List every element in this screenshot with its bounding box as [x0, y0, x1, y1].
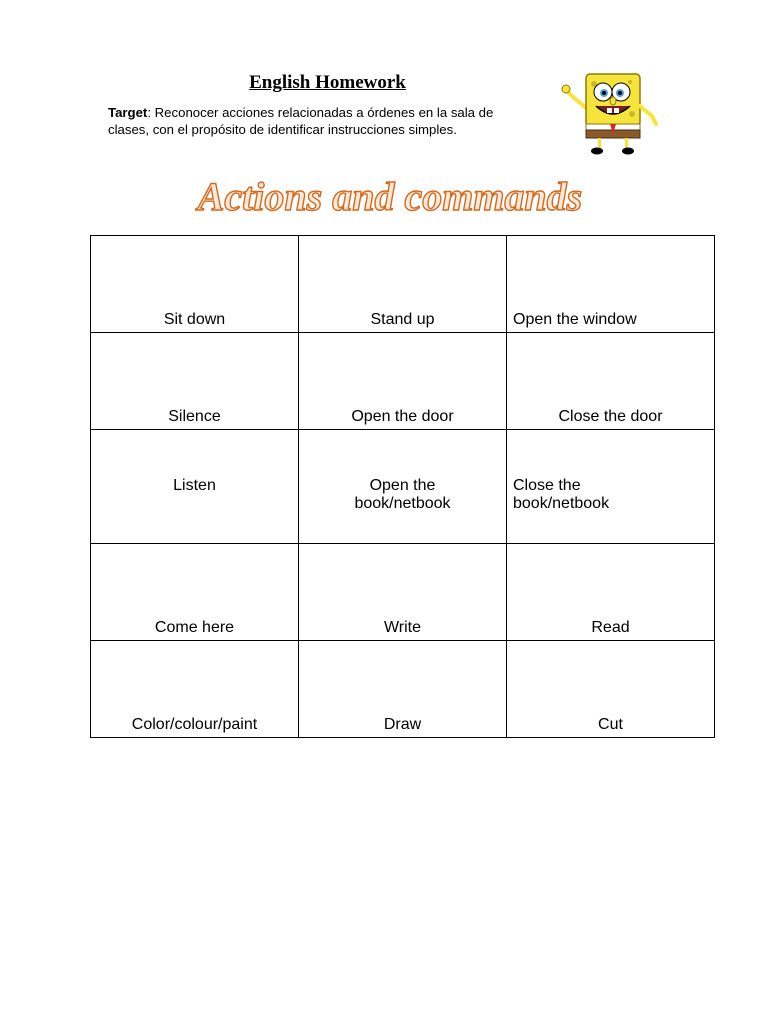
table-cell [507, 430, 715, 544]
target-statement [108, 104, 538, 138]
cell-text: Close the book/netbook [513, 476, 610, 512]
table-cell: Open the door [299, 333, 507, 430]
table-cell [299, 430, 507, 544]
table-row [91, 641, 715, 738]
table-cell: Cut [507, 641, 715, 738]
target-text: : Reconocer acciones relacionadas a órdenes en la sala de clases, con el propósito de identificar instrucciones simples. [108, 105, 494, 137]
cell-text: Listen [173, 476, 216, 494]
document-title: English Homework [249, 72, 406, 93]
table-cell: Color/colour/paint [91, 641, 299, 738]
heading-art-text: Actions and commands [197, 174, 583, 219]
table-row [91, 236, 715, 333]
table-cell: Close the door [507, 333, 715, 430]
table-cell: Read [507, 544, 715, 641]
table-cell [91, 430, 299, 544]
table-row [91, 333, 715, 430]
cell-text: Open the book/netbook [354, 476, 451, 512]
spongebob-image [558, 68, 670, 156]
table-cell: Open the window [507, 236, 715, 333]
table-cell: Sit down [91, 236, 299, 333]
table-cell: Write [299, 544, 507, 641]
table-row [91, 430, 715, 544]
target-label: Target [108, 105, 148, 120]
table-cell: Draw [299, 641, 507, 738]
actions-table [90, 235, 715, 738]
table-cell: Come here [91, 544, 299, 641]
actions-and-commands-heading [160, 168, 620, 226]
table-cell: Silence [91, 333, 299, 430]
table-row [91, 544, 715, 641]
table-cell: Stand up [299, 236, 507, 333]
